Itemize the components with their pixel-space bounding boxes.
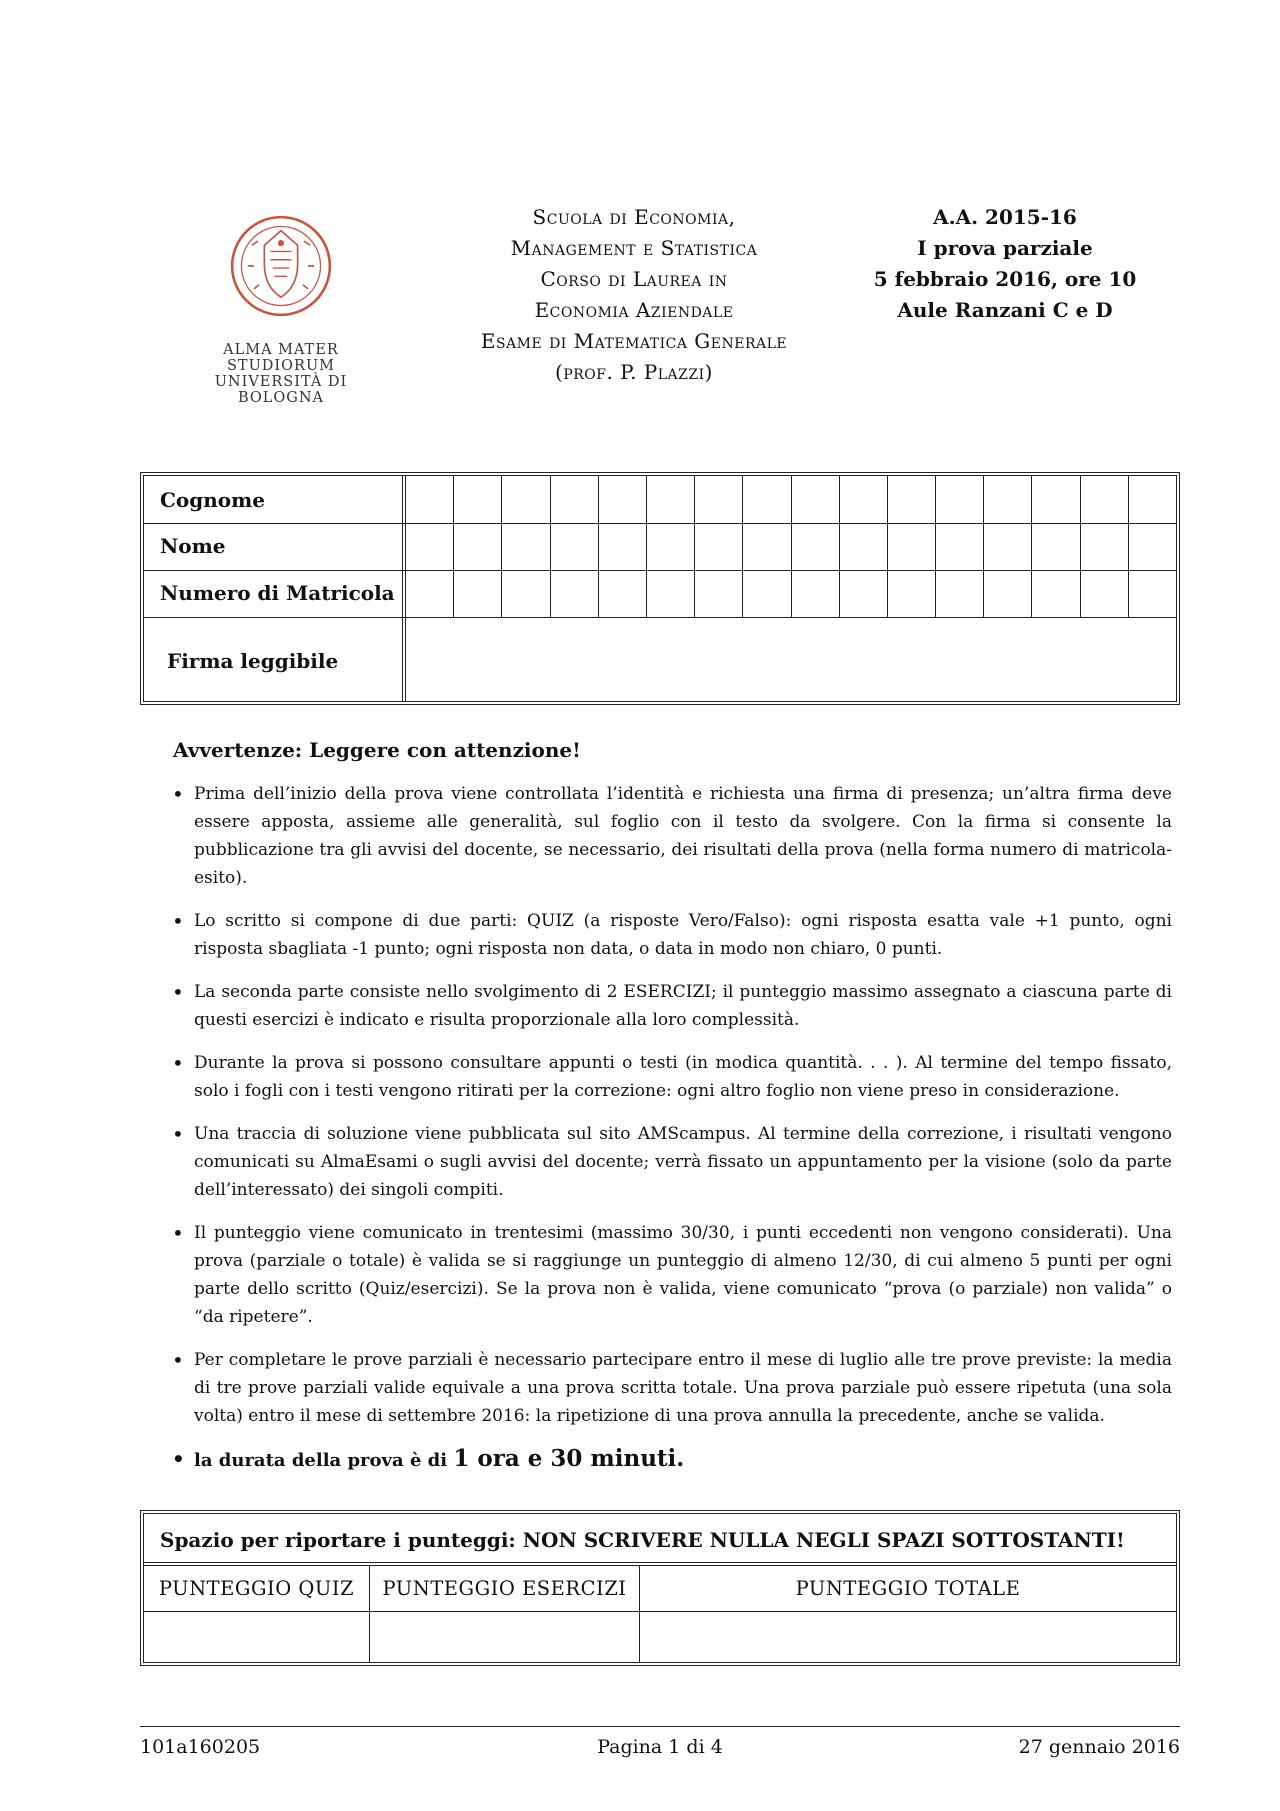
- letter-box[interactable]: [599, 476, 647, 617]
- exercise-score-column: [370, 1566, 640, 1662]
- warning-item: • Il punteggio viene comunicato in trentesimi (massimo 30/30, i punti eccedenti non vengono considerati). Una prova (parziale o totale) è valida se si raggiunge un punteggio di almeno 12/30, di cui almeno 5 punti per ogni parte dello scritto (Quiz/esercizi). Se la prova non è valida, viene comunicato “prova (o parziale) non valida” o “da ripetere”.: [172, 1219, 1172, 1331]
- id-label: Numero di Matricola: [160, 581, 395, 605]
- letter-box[interactable]: [1129, 476, 1176, 617]
- letter-box[interactable]: [888, 476, 936, 617]
- letter-box[interactable]: [647, 476, 695, 617]
- total-score-header: PUNTEGGIO TOTALE: [640, 1566, 1176, 1612]
- letter-box[interactable]: [406, 476, 454, 617]
- exercise-score-header: PUNTEGGIO ESERCIZI: [370, 1566, 639, 1612]
- score-table-title: Spazio per riportare i punteggi: NON SCRIVERE NULLA NEGLI SPAZI SOTTOSTANTI!: [160, 1528, 1125, 1552]
- exercise-score-cell[interactable]: [370, 1612, 639, 1662]
- school-line: (prof. P. Plazzi): [555, 360, 713, 384]
- quiz-score-header: PUNTEGGIO QUIZ: [144, 1566, 369, 1612]
- school-heading: [432, 202, 836, 388]
- warning-item: • La seconda parte consiste nello svolgimento di 2 ESERCIZI; il punteggio massimo assegnato a ciascuna parte di questi esercizi è indicato e risulta proporzionale alla loro complessità.: [172, 978, 1172, 1034]
- warning-item: • Prima dell’inizio della prova viene controllata l’identità e richiesta una firma di presenza; un’altra firma deve essere apposta, assieme alle generalità, sul foglio con il testo da svolgere. Con la firma si consente la pubblicazione tra gli avvisi del docente, se necessario, dei risultati della prova (nella forma numero di matricola-esito).: [172, 780, 1172, 892]
- signature-field[interactable]: [406, 617, 1176, 701]
- exam-type: I prova parziale: [917, 236, 1093, 260]
- exam-info: [860, 202, 1150, 326]
- quiz-score-column: [144, 1566, 370, 1662]
- letter-box[interactable]: [1032, 476, 1080, 617]
- score-table-header: [144, 1514, 1176, 1566]
- letter-box[interactable]: [840, 476, 888, 617]
- duration-prefix: la durata della prova è di: [194, 1450, 454, 1471]
- warning-item: • Lo scritto si compone di due parti: QUIZ (a risposte Vero/Falso): ogni risposta esatta vale +1 punto, ogni risposta sbagliata -1 punto; ogni risposta non data, o data in modo non chiaro, 0 punti.: [172, 907, 1172, 963]
- logo-line-2: UNIVERSITÀ DI BOLOGNA: [214, 374, 348, 406]
- name-label: Nome: [160, 534, 226, 558]
- letter-box[interactable]: [454, 476, 502, 617]
- total-score-cell[interactable]: [640, 1612, 1176, 1662]
- student-form: [140, 472, 1180, 705]
- footer-code: 101a160205: [140, 1736, 261, 1758]
- warning-item: • Durante la prova si possono consultare appunti o testi (in modica quantità. . . ). Al termine del tempo fissato, solo i fogli con i testi vengono ritirati per la correzione: ogni altro foglio non viene preso in considerazione.: [172, 1049, 1172, 1105]
- school-line: Corso di Laurea in: [540, 267, 728, 291]
- exam-date: 5 febbraio 2016, ore 10: [873, 267, 1137, 291]
- duration-item: [172, 1445, 1172, 1475]
- school-line: Management e Statistica: [510, 236, 758, 260]
- footer-rule: [140, 1726, 1180, 1727]
- warning-item: • Una traccia di soluzione viene pubblicata sul sito AMScampus. Al termine della correzione, i risultati vengono comunicati su AlmaEsami o sugli avvisi del docente; verrà fissato un appuntamento per la visione (solo da parte dell’interessato) dei singoli compiti.: [172, 1120, 1172, 1204]
- letter-box[interactable]: [695, 476, 743, 617]
- letter-boxes: [406, 476, 1176, 617]
- school-line: Esame di Matematica Generale: [480, 329, 788, 353]
- academic-year: A.A. 2015-16: [933, 205, 1077, 229]
- letter-box[interactable]: [792, 476, 840, 617]
- exam-rooms: Aule Ranzani C e D: [897, 298, 1113, 322]
- letter-box[interactable]: [502, 476, 550, 617]
- university-logo: [176, 214, 386, 406]
- warning-item: • Per completare le prove parziali è necessario partecipare entro il mese di luglio alle tre prove previste: la media di tre prove parziali valide equivale a una prova scritta totale. Una prova parziale può essere ripetuta (una sola volta) entro il mese di settembre 2016: la ripetizione di una prova annulla la precedente, anche se valida.: [172, 1346, 1172, 1430]
- score-table: [140, 1510, 1180, 1666]
- footer-page: Pagina 1 di 4: [597, 1736, 723, 1758]
- letter-box[interactable]: [1081, 476, 1129, 617]
- footer-date: 27 gennaio 2016: [1018, 1736, 1180, 1758]
- warnings-title: Avvertenze: Leggere con attenzione!: [173, 738, 581, 762]
- logo-line-1: ALMA MATER STUDIORUM: [223, 342, 339, 374]
- letter-box[interactable]: [984, 476, 1032, 617]
- letter-box[interactable]: [551, 476, 599, 617]
- signature-label: Firma leggibile: [167, 649, 339, 673]
- letter-box[interactable]: [743, 476, 791, 617]
- surname-label: Cognome: [160, 488, 266, 512]
- school-line: Scuola di Economia,: [532, 205, 736, 229]
- quiz-score-cell[interactable]: [144, 1612, 369, 1662]
- total-score-column: [640, 1566, 1176, 1662]
- school-line: Economia Aziendale: [534, 298, 734, 322]
- warnings-list: [172, 780, 1172, 1490]
- duration-value: 1 ora e 30 minuti.: [453, 1445, 685, 1472]
- letter-box[interactable]: [936, 476, 984, 617]
- university-seal-icon: [229, 214, 333, 318]
